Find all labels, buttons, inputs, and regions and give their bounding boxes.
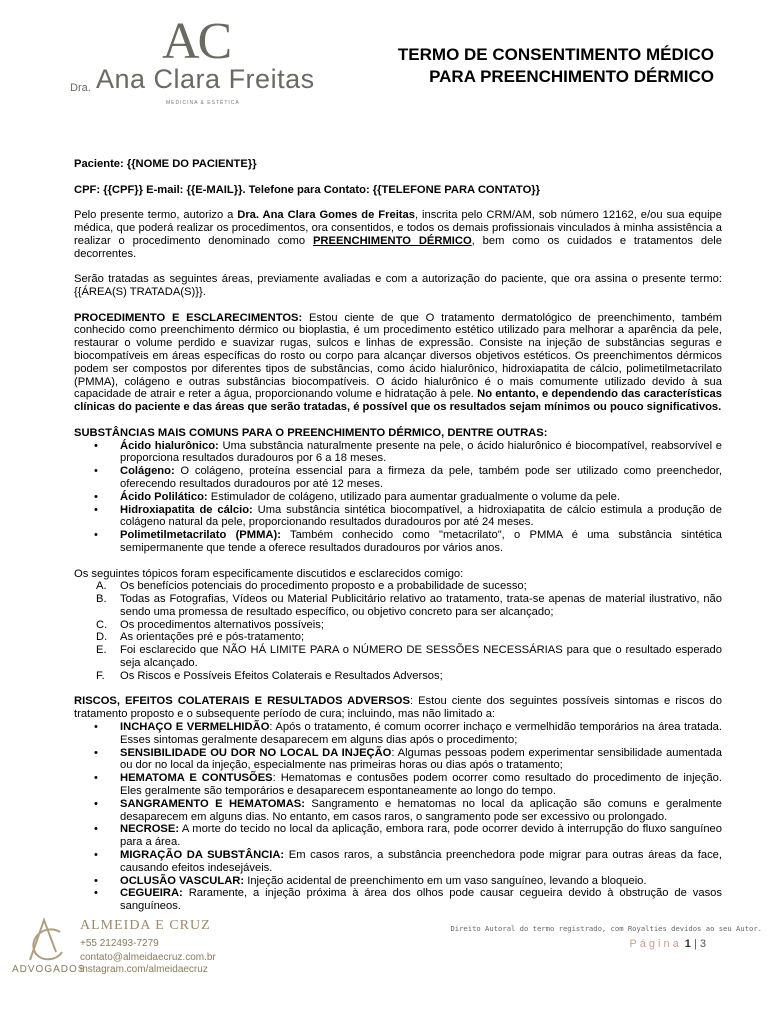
list-item	[96, 669, 722, 683]
procedure-name: PREENCHIMENTO DÉRMICO	[312, 234, 472, 247]
logo-tagline: MEDICINA & ESTÉTICA	[166, 100, 240, 106]
topic-text: Os procedimentos alternativos possíveis;	[120, 618, 324, 631]
topic-text: Os benefícios potenciais do procedimento proposto e a probabilidade de sucesso;	[120, 580, 527, 593]
list-item	[96, 593, 722, 619]
list-item	[120, 875, 722, 888]
list-item	[120, 440, 722, 466]
procedure-text: Estou ciente de que O tratamento dermatológico de preenchimento, também conhecido como preenchimento dérmico ou bioplastia, é um procedimento estético utilizado para melhorar a aparência da pele, restaurar o volume perdido e suavizar rugas, sulcos e linhas de expressão. Consiste na injeção de substâncias seguras e biocompatíveis em áreas específicas do rosto ou corpo para alcançar diversos objetivos estéticos. Os preenchimentos dérmicos podem ser compostos por diferentes tipos de substâncias, como ácido hialurônico, hidroxiapatita de cálcio, polimetilmetacrilato (PMMA), colágeno e outras substâncias biocompatíveis. O ácido hialurônico é o mais comumente utilizado devido à sua capacidade de atrair e reter a água, proporcionando volume e hidratação à pele.	[74, 311, 722, 401]
risk-term: SANGRAMENTO E HEMATOMAS:	[120, 797, 305, 810]
logo-monogram: AC	[162, 13, 231, 70]
firm-name: ALMEIDA E CRUZ	[80, 918, 211, 933]
title-line-2: PARA PREENCHIMENTO DÉRMICO	[429, 67, 714, 86]
risk-term: CEGUEIRA:	[120, 887, 183, 900]
logo-name: Ana Clara Freitas	[96, 64, 315, 94]
topics-intro: Os seguintes tópicos foram especificamente discutidos e esclarecidos comigo:	[74, 567, 464, 580]
list-item	[120, 772, 722, 798]
procedure-paragraph	[74, 312, 722, 414]
page-total: 3	[699, 938, 706, 950]
topic-text: Todas as Fotografias, Vídeos ou Material Publicitário relativo ao tratamento, trata-se apenas de material ilustrativo, não sendo uma promessa de resultado específico, ou objetivo concreto para ser alcançado;	[120, 593, 722, 618]
list-item	[120, 721, 722, 747]
firm-phone: +55 212493-7279	[80, 938, 159, 949]
risks-intro: : Estou ciente dos seguintes possíveis sintomas e riscos do tratamento proposto e o subsequente período de cura; incluindo, mas não limitado a:	[74, 695, 722, 721]
patient-name-line: Paciente: {{NOME DO PACIENTE}}	[74, 158, 257, 170]
substance-text: Uma substância sintética biocompatível, a hidroxiapatita de cálcio estimula a produção de colágeno natural da pele, proporcionando resultados duradouros por até 24 meses.	[120, 503, 723, 529]
page-separator: |	[690, 938, 700, 950]
topic-text: Foi esclarecido que NÃO HÁ LIMITE PARA o NÚMERO DE SESSÕES NECESSÁRIAS para que o resultado esperado seja alcançado.	[120, 644, 722, 670]
firm-monogram-icon	[16, 912, 72, 968]
substances-list	[74, 440, 722, 555]
doctor-name: Dra. Ana Clara Gomes de Freitas	[237, 209, 415, 222]
risks-heading: RISCOS, EFEITOS COLATERAIS E RESULTADOS ADVERSOS	[74, 695, 410, 708]
title-line-1: TERMO DE CONSENTIMENTO MÉDICO	[397, 45, 714, 64]
law-firm-logo	[12, 912, 222, 982]
areas-paragraph: Serão tratadas as seguintes áreas, previamente avaliadas e com a autorização do paciente, que ora assina o presente termo: {{ÁREA(S) TRATADA(S)}}.	[74, 273, 722, 298]
substance-term: Hidroxiapatita de cálcio:	[120, 503, 253, 516]
substance-text: Também conhecido como "metacrilato", o PMMA é uma substância sintética semipermanente que tende a oferece resultados duradouros por vários anos.	[120, 529, 722, 554]
list-item	[120, 747, 722, 773]
topic-text: As orientações pré e pós-tratamento;	[120, 631, 305, 644]
topic-marker: A.	[96, 580, 107, 593]
risk-text: : Após o tratamento, é comum ocorrer inchaço e vermelhidão temporários na área tratada. Esses sintomas geralmente desaparecem em alguns dias após o procedimento;	[120, 721, 722, 746]
risk-text: Em casos raros, a substância preenchedora pode migrar para outras áreas da face, causando efeitos indesejáveis.	[120, 849, 722, 874]
list-item	[120, 887, 722, 913]
substance-text: O colágeno, proteína essencial para a firmeza da pele, também pode ser utilizado como preenchedor, oferecendo resultados duradouros por até 12 meses.	[120, 465, 722, 490]
risk-text: Injeção acidental de preenchimento em um vaso sanguíneo, levando a bloqueio.	[244, 874, 647, 887]
intro-paragraph	[74, 209, 722, 260]
risk-text: : Hematomas e contusões podem ocorrer como resultado do procedimento de injeção. Eles geralmente são temporários e desaparecem espontaneamente ao longo do tempo.	[120, 772, 722, 798]
list-item	[120, 798, 722, 824]
list-item	[96, 580, 722, 593]
substances-heading: SUBSTÂNCIAS MAIS COMUNS PARA O PREENCHIMENTO DÉRMICO, DENTRE OUTRAS:	[74, 426, 548, 439]
document-body	[74, 158, 722, 913]
risks-list	[74, 721, 722, 913]
risk-text: Raramente, a injeção próxima à área dos olhos pode causar cegueira devido à obstrução de vasos sanguíneos.	[120, 887, 722, 913]
substance-term: Colágeno:	[120, 465, 175, 478]
document-title	[398, 44, 714, 88]
procedure-bold-note: No entanto, e dependendo das características clínicas do paciente e das áreas que serão tratadas, é possível que os resultados sejam mínimos ou pouco significativos.	[74, 388, 722, 414]
risk-text: : Algumas pessoas podem experimentar sensibilidade aumentada ou dor no local da injeção, especialmente nas primeiras horas ou dias após o tratamento;	[120, 746, 722, 772]
substance-term: Ácido Polilático:	[120, 490, 208, 503]
procedure-heading: PROCEDIMENTO E ESCLARECIMENTOS:	[74, 311, 303, 324]
substance-text: Estimulador de colágeno, utilizado para aumentar gradualmente o volume da pele.	[207, 490, 620, 503]
page-word: Página	[629, 938, 682, 950]
risk-term: MIGRAÇÃO DA SUBSTÂNCIA:	[120, 849, 285, 862]
patient-contact-line: CPF: {{CPF}} E-mail: {{E-MAIL}}. Telefone para Contato: {{TELEFONE PARA CONTATO}}	[74, 183, 540, 196]
topic-marker: F.	[96, 669, 105, 682]
topic-marker: C.	[96, 618, 108, 631]
topics-list	[74, 580, 722, 682]
firm-instagram: instagram.com/almeidaecruz	[80, 964, 208, 975]
firm-email: contato@almeidaecruz.com.br	[80, 952, 216, 963]
risk-term: SENSIBILIDADE OU DOR NO LOCAL DA INJEÇÃO	[120, 746, 392, 759]
list-item	[120, 504, 722, 530]
substance-term: Polimetilmetacrilato (PMMA):	[120, 529, 281, 542]
intro-text-b: , inscrita pelo CRM/AM, sob número 12162, e/ou sua equipe médica, que poderá realizar os procedimentos, ora consentidos, e todos os demais profissionais vinculados à minha assistência a realizar o procedimento denominado como	[74, 209, 723, 247]
firm-type: ADVOGADOS	[12, 964, 86, 975]
risk-term: OCLUSÃO VASCULAR:	[120, 874, 245, 887]
doctor-logo	[70, 12, 330, 112]
risk-text: A morte do tecido no local da aplicação, embora rara, pode ocorrer devido à interrupção do fluxo sanguíneo para a área.	[120, 823, 722, 849]
list-item	[120, 849, 722, 875]
list-item	[96, 644, 722, 670]
topic-marker: B.	[96, 593, 107, 606]
copyright-notice: Direito Autoral do termo registrado, com Royalties devidos ao seu Autor.	[450, 924, 762, 933]
topic-text: Os Riscos e Possíveis Efeitos Colaterais e Resultados Adversos;	[120, 669, 443, 682]
substance-term: Ácido hialurônico:	[120, 439, 219, 452]
list-item	[96, 618, 722, 632]
list-item	[96, 631, 722, 644]
topic-marker: D.	[96, 631, 108, 644]
list-item	[120, 491, 722, 504]
page-current: 1	[684, 938, 691, 950]
logo-prefix: Dra.	[70, 82, 91, 94]
intro-text-c: , bem como os cuidados e tratamentos dele decorrentes.	[74, 234, 723, 260]
list-item	[120, 529, 722, 555]
risk-term: NECROSE:	[120, 823, 180, 836]
substance-text: Uma substância naturalmente presente na pele, o ácido hialurônico é biocompatível, reabsorvível e proporciona resultados duradouros por 6 a 18 meses.	[120, 439, 722, 465]
risk-term: HEMATOMA E CONTUSÕES	[120, 772, 273, 785]
list-item	[120, 465, 722, 491]
list-item	[120, 823, 722, 849]
page-indicator	[629, 938, 706, 950]
risks-paragraph	[74, 695, 722, 721]
risk-term: INCHAÇO E VERMELHIDÃO	[120, 721, 270, 734]
risk-text: Sangramento e hematomas no local da aplicação são comuns e geralmente desaparecem em alguns dias. No entanto, em casos raros, o sangramento pode ser excessivo ou prolongado.	[120, 797, 722, 823]
intro-text-a: Pelo presente termo, autorizo a	[74, 209, 238, 222]
topic-marker: E.	[96, 644, 107, 657]
